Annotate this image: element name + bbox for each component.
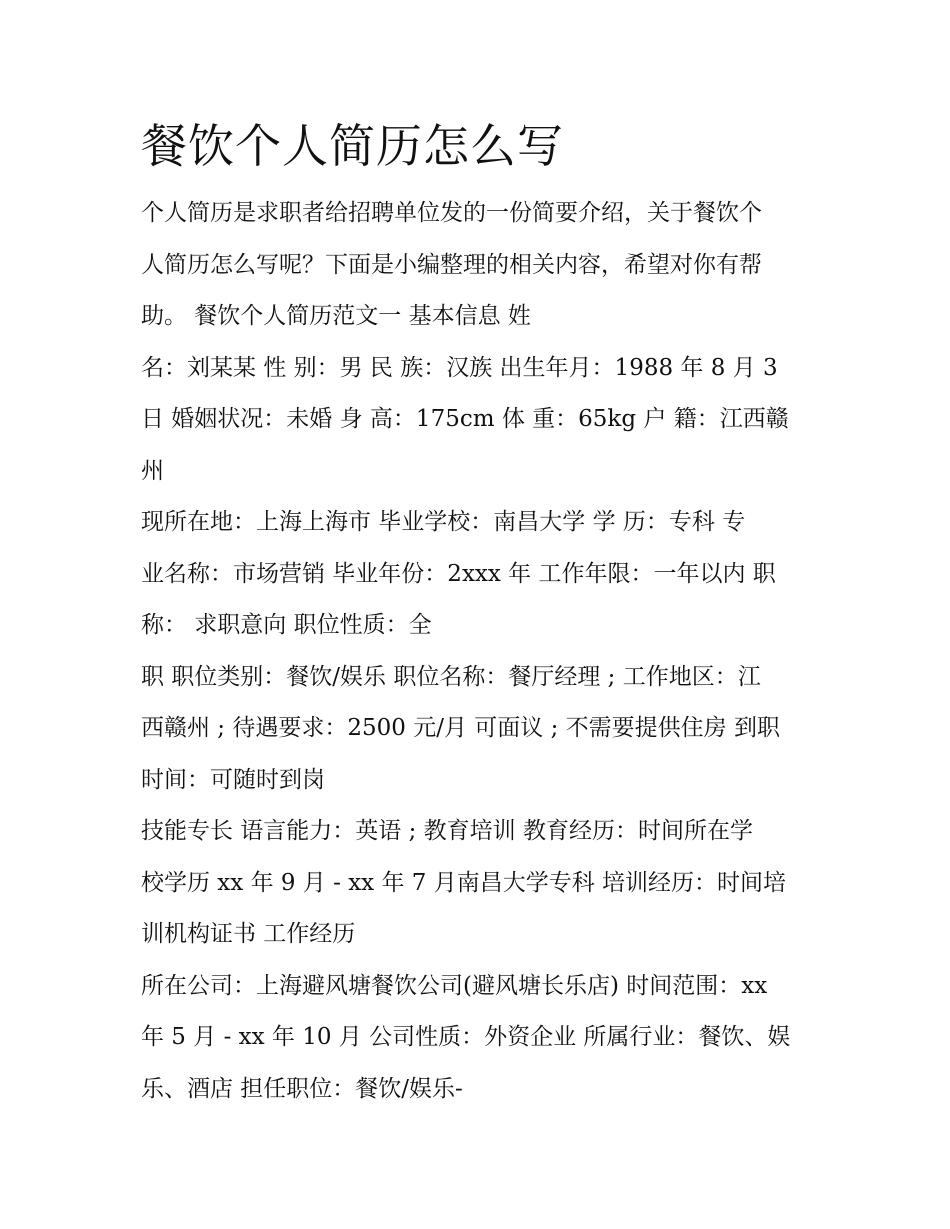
- text-line: 职 职位类别：餐饮/娱乐 职位名称：餐厅经理 ; 工作地区：江: [141, 663, 761, 690]
- paragraph-education: [141, 497, 821, 652]
- text-line: 业名称：市场营销 毕业年份：2xxx 年 工作年限：一年以内 职: [141, 560, 776, 587]
- text-line: 现所在地：上海上海市 毕业学校：南昌大学 学 历：专科 专: [141, 509, 746, 535]
- text-line: 校学历 xx 年 9 月 - xx 年 7 月南昌大学专科 培训经历：时间培: [141, 869, 787, 896]
- paragraph-skills-training: [141, 806, 821, 961]
- paragraph-job-intention: [141, 652, 821, 807]
- paragraph-work-experience: [141, 961, 821, 1116]
- text-line: 州: [141, 457, 164, 484]
- text-line: 所在公司：上海避风塘餐饮公司(避风塘长乐店) 时间范围：xx: [141, 972, 768, 999]
- text-line: 日 婚姻状况：未婚 身 高：175cm 体 重：65kg 户 籍：江西赣: [141, 406, 789, 432]
- text-line: 时间：可随时到岗: [141, 766, 325, 793]
- text-line: 人简历怎么写呢？下面是小编整理的相关内容，希望对你有帮: [141, 251, 762, 278]
- text-line: 技能专长 语言能力：英语 ; 教育培训 教育经历：时间所在学: [141, 818, 753, 844]
- text-line: 称： 求职意向 职位性质：全: [141, 612, 432, 638]
- text-line: 年 5 月 - xx 年 10 月 公司性质：外资企业 所属行业：餐饮、娱: [141, 1024, 791, 1050]
- document-page: [141, 108, 821, 1115]
- text-line: 名：刘某某 性 别：男 民 族：汉族 出生年月：1988 年 8 月 3: [141, 354, 778, 381]
- text-line: 西赣州 ; 待遇要求：2500 元/月 可面议 ; 不需要提供住房 到职: [141, 715, 780, 741]
- text-line: 乐、酒店 担任职位：餐饮/娱乐-: [141, 1075, 463, 1102]
- document-title: 餐饮个人简历怎么写: [141, 119, 564, 173]
- paragraph-intro: [141, 188, 821, 343]
- paragraph-basic-info: [141, 343, 821, 498]
- text-line: 助。 餐饮个人简历范文一 基本信息 姓: [141, 303, 531, 329]
- text-line: 训机构证书 工作经历: [141, 921, 356, 947]
- text-line: 个人简历是求职者给招聘单位发的一份简要介绍，关于餐饮个: [141, 200, 762, 226]
